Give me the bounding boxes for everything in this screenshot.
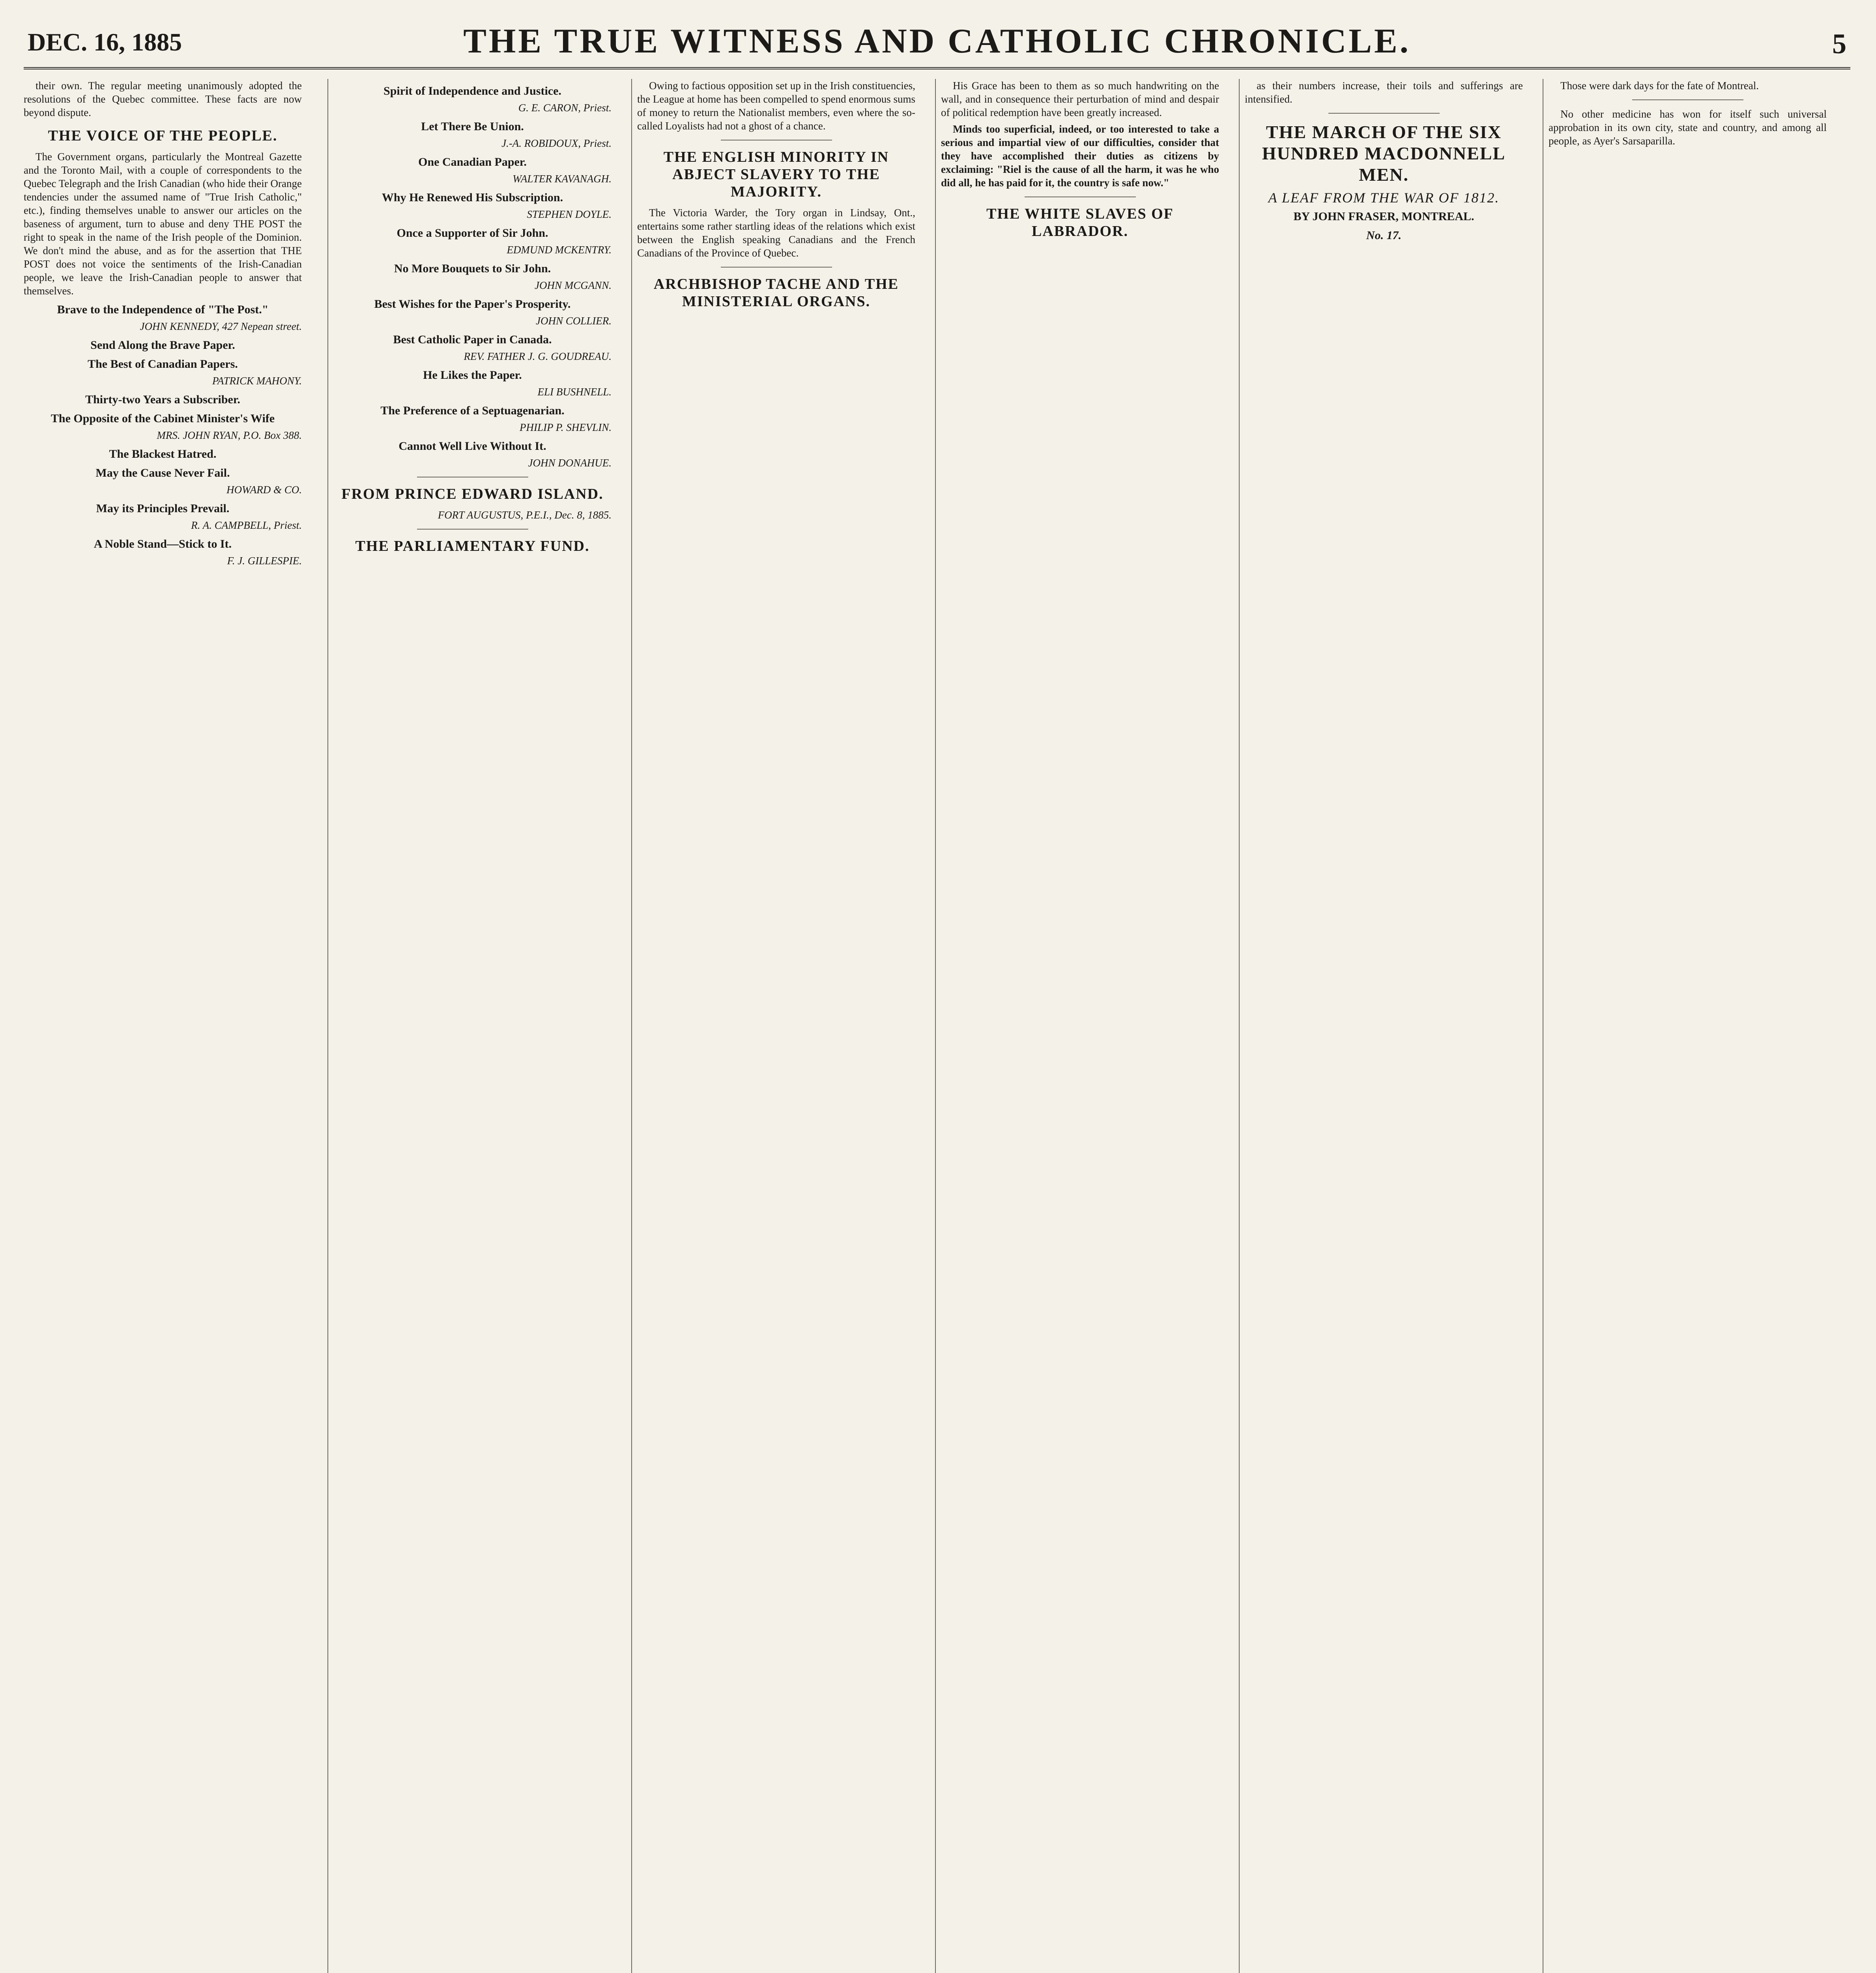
letter-heading: The Opposite of the Cabinet Minister's Wife [51, 412, 275, 425]
article-paragraph: The Victoria Warder, the Tory organ in Lindsay, Ont., entertains some rather startling ideas of the relations which exist between the English speaking Canadians and the French Canadians of the Province of Quebec. [637, 207, 915, 259]
column-5 [1245, 79, 1523, 1973]
installment-number: No. 17. [1366, 229, 1402, 242]
letter-heading: Thirty-two Years a Subscriber. [85, 393, 240, 406]
letter-heading: The Preference of a Septuagenarian. [380, 404, 565, 417]
letter-signature: F. J. GILLESPIE. [227, 555, 302, 567]
letter-heading: Best Wishes for the Paper's Prosperity. [374, 298, 571, 311]
letter-signature: PHILIP P. SHEVLIN. [519, 421, 612, 433]
byline: BY JOHN FRASER, MONTREAL. [1293, 210, 1474, 223]
column-rule [935, 79, 936, 1973]
letter-heading: Once a Supporter of Sir John. [397, 227, 548, 240]
columns [24, 79, 1850, 1973]
letter-heading: May its Principles Prevail. [96, 502, 230, 515]
letter-heading: Send Along the Brave Paper. [90, 339, 235, 352]
letter-signature: HOWARD & CO. [226, 484, 302, 496]
letter-signature: JOHN COLLIER. [535, 315, 612, 327]
column-1 [24, 79, 302, 1973]
letter-signature: PATRICK MAHONY. [212, 375, 302, 387]
column-rule [631, 79, 632, 1973]
divider [1328, 113, 1440, 114]
divider [1632, 99, 1743, 100]
section-heading: THE PARLIAMENTARY FUND. [355, 538, 590, 554]
masthead [24, 16, 1850, 69]
letter-signature: WALTER KAVANAGH. [512, 173, 612, 185]
letter-heading: The Best of Canadian Papers. [88, 358, 238, 371]
newspaper-title: THE TRUE WITNESS AND CATHOLIC CHRONICLE. [463, 22, 1411, 60]
section-heading: ARCHBISHOP TACHE AND THE MINISTERIAL ORGANS. [653, 276, 899, 310]
letter-heading: He Likes the Paper. [423, 369, 522, 382]
letter-heading: Brave to the Independence of "The Post." [57, 303, 269, 316]
newspaper-page [24, 16, 1850, 1973]
column-4 [941, 79, 1219, 1973]
section-heading: THE ENGLISH MINORITY IN ABJECT SLAVERY TO THE MAJORITY. [663, 149, 889, 200]
column-3 [637, 79, 915, 1973]
letter-heading: Cannot Well Live Without It. [398, 440, 546, 453]
lead-paragraph: Owing to factious opposition set up in the Irish constituencies, the League at home has been compelled to spend enormous sums of money to return the Nationalist members, even where the so-called Loyalists had not a ghost of a chance. [637, 80, 915, 132]
letter-signature: JOHN DONAHUE. [528, 457, 612, 469]
letter-heading: Spirit of Independence and Justice. [383, 84, 561, 97]
column-rule [327, 79, 328, 1973]
lead-paragraph: His Grace has been to them as so much handwriting on the wall, and in consequence their perturbation of mind and despair of political redemption have been greatly increased. [941, 80, 1219, 118]
section-heading: THE VOICE OF THE PEOPLE. [48, 127, 278, 144]
letter-signature: G. E. CARON, Priest. [518, 102, 612, 114]
issue-date: DEC. 16, 1885 [28, 28, 182, 56]
divider [721, 267, 832, 268]
section-heading: FROM PRINCE EDWARD ISLAND. [341, 486, 604, 502]
letter-signature: R. A. CAMPBELL, Priest. [191, 519, 302, 531]
letter-heading: Why He Renewed His Subscription. [382, 191, 563, 204]
letter-heading: One Canadian Paper. [418, 155, 527, 168]
column-rule [1239, 79, 1240, 1973]
column-6 [1549, 79, 1827, 1973]
quoted-passage: Minds too superficial, indeed, or too interested to take a serious and impartial view of our difficulties, consider that they have accomplished their duties as citizens by exclaiming: "Riel is the cause of all the harm, it was he who did all, he has paid for it, the country is safe now." [941, 123, 1219, 189]
letter-signature: JOHN MCGANN. [535, 279, 612, 291]
article-subtitle: A LEAF FROM THE WAR OF 1812. [1268, 190, 1500, 206]
column-2 [333, 79, 612, 1973]
letter-heading: Let There Be Union. [421, 120, 524, 133]
letter-signature: J.-A. ROBIDOUX, Priest. [501, 137, 612, 149]
lead-paragraph: their own. The regular meeting unanimously adopted the resolutions of the Quebec committee. These facts are now beyond dispute. [24, 80, 302, 118]
letter-heading: The Blackest Hatred. [109, 447, 217, 460]
letter-heading: No More Bouquets to Sir John. [394, 262, 551, 275]
advertisement-paragraph: No other medicine has won for itself such universal approbation in its own city, state and country, and among all people, as Ayer's Sarsaparilla. [1549, 108, 1827, 147]
letter-signature: STEPHEN DOYLE. [527, 208, 612, 220]
letter-signature: MRS. JOHN RYAN, P.O. Box 388. [157, 429, 302, 441]
letter-signature: ELI BUSHNELL. [537, 386, 612, 398]
lead-paragraph: Those were dark days for the fate of Montreal. [1560, 80, 1759, 92]
lead-paragraph: as their numbers increase, their toils and sufferings are intensified. [1245, 80, 1523, 105]
section-heading: THE WHITE SLAVES OF LABRADOR. [986, 206, 1174, 240]
letter-signature: JOHN KENNEDY, 427 Nepean street. [140, 320, 302, 332]
page-number: 5 [1832, 28, 1846, 60]
letter-signature: REV. FATHER J. G. GOUDREAU. [464, 350, 612, 362]
letter-heading: Best Catholic Paper in Canada. [393, 333, 552, 346]
divider [417, 529, 528, 530]
letter-heading: May the Cause Never Fail. [95, 466, 230, 479]
letter-heading: A Noble Stand—Stick to It. [94, 537, 232, 550]
letter-signature: FORT AUGUSTUS, P.E.I., Dec. 8, 1885. [438, 509, 612, 521]
letter-signature: EDMUND MCKENTRY. [507, 244, 612, 256]
article-paragraph: The Government organs, particularly the Montreal Gazette and the Toronto Mail, with a couple of correspondents to the Quebec Telegraph and the Irish Canadian (who hide their Orange tendencies under the assumed name of "True Irish Catholic," etc.), finding themselves unable to answer our articles on the baseness of argument, turn to abuse and deny THE POST the right to speak in the name of the Irish people of the Dominion. We don't mind the abuse, and as for the assertion that THE POST does not voice the sentiments of the Irish-Canadian people, we leave the Irish-Canadian people to answer that themselves. [24, 151, 302, 297]
section-heading: THE MARCH OF THE SIX HUNDRED MACDONNELL MEN. [1262, 122, 1506, 185]
